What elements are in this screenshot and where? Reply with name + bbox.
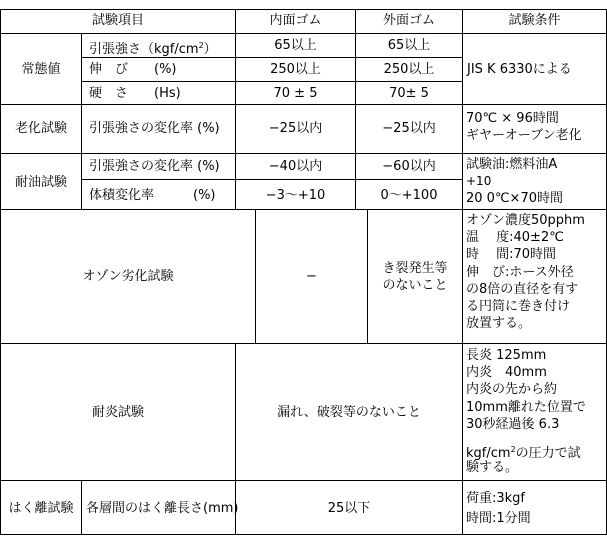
rule-ozone-bottom — [0, 343, 607, 344]
oil-inner-1: −40以内 — [268, 159, 323, 174]
peel-result: 25以下 — [327, 501, 371, 516]
oil-outer-2: 0〜+100 — [380, 188, 438, 203]
ozone-cond: オゾン濃度50pphm 温 度:40±2℃ 時 間:70時間 伸 び:ホース外径 の8倍の直径を有す る円筒に巻き付け 放置する。 — [466, 213, 585, 332]
aging-label: 老化試験 — [14, 121, 67, 136]
normal-hard-inner: 70 ± 5 — [273, 86, 318, 101]
rule-bottom — [0, 534, 607, 535]
aging-cond-1: 70℃ × 96時間 — [466, 111, 559, 126]
aging-item: 引張強さの変化率 (%) — [89, 121, 220, 136]
flame-cond-b-sup: 2 — [510, 445, 516, 454]
peel-cond-1: 荷重:3kgf — [466, 491, 526, 506]
peel-cond-2: 時間:1分間 — [466, 511, 531, 526]
oil-cond-2: +10 — [466, 174, 492, 188]
ozone-outer-1: き裂発生等 — [382, 261, 448, 276]
normal-hard-outer: 70± 5 — [389, 86, 429, 101]
rule-flame-bottom — [0, 480, 607, 481]
ozone-outer-2: のないこと — [382, 278, 448, 293]
aging-outer: −25以内 — [382, 121, 436, 136]
header-inner: 内面ゴム — [269, 13, 322, 28]
rule-top — [0, 9, 607, 10]
rule-header-bottom — [0, 33, 607, 34]
normal-elong-outer: 250以上 — [383, 62, 435, 77]
rule-normal-2 — [81, 81, 462, 82]
header-outer: 外面ゴム — [382, 13, 435, 28]
peel-label: はく離試験 — [8, 501, 74, 516]
normal-tensile-unit: （kgf/cm — [141, 42, 199, 57]
aging-inner: −25以内 — [268, 121, 323, 136]
normal-tensile-outer: 65以上 — [387, 38, 431, 53]
normal-elong-inner: 250以上 — [270, 62, 321, 77]
header-cond: 試験条件 — [508, 13, 561, 28]
oil-outer-1: −60以内 — [382, 159, 436, 174]
peel-item: 各層間のはく離長さ(mm) — [86, 501, 239, 516]
rule-normal-bottom — [0, 104, 607, 105]
aging-cond-2: ギヤーオーブン老化 — [466, 128, 582, 143]
rule-item-split-a — [81, 33, 82, 209]
normal-tensile-close: ） — [203, 42, 217, 57]
normal-hard-label: 硬 さ (Hs) — [89, 86, 181, 101]
flame-cond-a: 長炎 125mm 内炎 40mm 内炎の先から約 10mm離れた位置で 30秒経過後 6.3 — [466, 348, 586, 432]
rule-item-split-b — [81, 480, 82, 535]
rule-cond-left — [462, 9, 463, 535]
rule-aging-bottom — [0, 153, 607, 154]
oil-inner-2: −3〜+10 — [265, 188, 326, 203]
flame-result: 漏れ、破裂等のないこと — [277, 405, 421, 420]
ozone-inner: − — [306, 269, 317, 284]
flame-cond-c: 験する。 — [466, 460, 519, 475]
normal-tensile-inner: 65以上 — [274, 38, 317, 53]
header-item: 試験項目 — [91, 13, 144, 28]
normal-elong-label: 伸 び (%) — [89, 62, 177, 77]
normal-tensile-sup: 2 — [198, 41, 204, 50]
rule-oil-mid — [81, 179, 462, 180]
oil-item-1: 引張強さの変化率 (%) — [89, 159, 220, 174]
normal-tensile-label — [89, 37, 217, 58]
oil-cond-1: 試験油:燃料油A — [466, 157, 558, 172]
normal-cond: JIS K 6330による — [467, 62, 572, 77]
oil-item-2: 体積変化率 (%) — [89, 188, 216, 203]
flame-label: 耐炎試験 — [91, 405, 144, 420]
ozone-label: オゾン劣化試験 — [82, 269, 174, 284]
normal-label: 常態値 — [21, 62, 61, 77]
flame-cond-b-post: の圧力で試 — [515, 446, 581, 461]
normal-tensile-name: 引張強さ — [89, 42, 142, 57]
oil-label: 耐油試験 — [14, 175, 67, 190]
oil-cond-3: 20 0℃×70時間 — [466, 191, 563, 206]
flame-cond-b-pre: kgf/cm — [466, 446, 511, 461]
rule-oil-bottom — [0, 209, 607, 210]
